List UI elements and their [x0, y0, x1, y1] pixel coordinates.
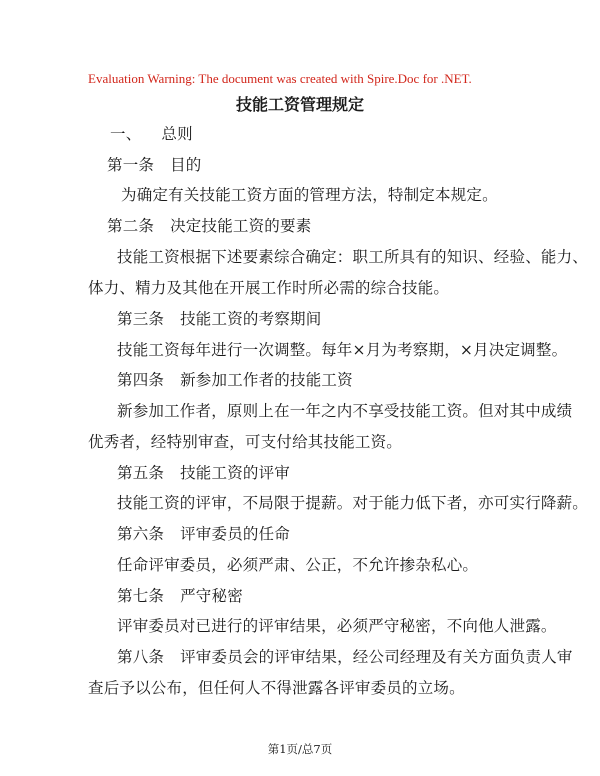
- section-heading: [110, 122, 193, 144]
- article-body-line: 优秀者，经特别审查，可支付给其技能工资。: [88, 433, 403, 451]
- article-title: 评审委员的任命: [180, 525, 291, 543]
- article-label: 第五条: [117, 464, 165, 482]
- article-title: 新参加工作者的技能工资: [180, 371, 353, 389]
- article-body-line: 为确定有关技能工资方面的管理方法，特制定本规定。: [121, 186, 498, 204]
- article-body-line: 评审委员对已进行的评审结果，必须严守秘密，不向他人泄露。: [117, 617, 557, 635]
- article-heading: [117, 307, 321, 329]
- article-body-line: 技能工资每年进行一次调整。每年×月为考察期，×月决定调整。: [117, 341, 568, 359]
- article-label: 第七条: [117, 587, 165, 605]
- article-title: 严守秘密: [180, 587, 243, 605]
- evaluation-warning: Evaluation Warning: The document was created with Spire.Doc for .NET.: [88, 71, 472, 86]
- article-body-line: 查后予以公布，但任何人不得泄露各评审委员的立场。: [88, 679, 465, 697]
- article-title: 评审委员会的评审结果，经公司经理及有关方面负责人审: [180, 648, 573, 666]
- page-number-footer: 第1页/总7页: [267, 742, 333, 756]
- section-number: 一、: [110, 125, 142, 143]
- article-label: 第八条: [117, 648, 165, 666]
- article-body-line: 体力、精力及其他在开展工作时所必需的综合技能。: [88, 279, 450, 297]
- article-heading: [117, 368, 353, 390]
- document-title: 技能工资管理规定: [235, 95, 364, 114]
- article-body-line: 新参加工作者，原则上在一年之内不享受技能工资。但对其中成绩: [117, 402, 573, 420]
- article-body-line: 任命评审委员，必须严肃、公正，不允许掺杂私心。: [117, 556, 479, 574]
- article-label: 第二条: [107, 217, 155, 235]
- article-body-line: 技能工资根据下述要素综合确定：职工所具有的知识、经验、能力、: [117, 248, 589, 266]
- article-label: 第一条: [107, 156, 155, 174]
- section-title: 总则: [161, 125, 193, 143]
- article-heading: [117, 461, 290, 483]
- article-heading: [117, 584, 243, 606]
- article-heading: [107, 153, 202, 175]
- article-label: 第四条: [117, 371, 165, 389]
- article-title: 技能工资的评审: [180, 464, 291, 482]
- article-heading: [117, 645, 573, 667]
- article-label: 第六条: [117, 525, 165, 543]
- article-label: 第三条: [117, 310, 165, 328]
- article-title: 技能工资的考察期间: [180, 310, 322, 328]
- article-title: 目的: [170, 156, 202, 174]
- article-body-line: 技能工资的评审，不局限于提薪。对于能力低下者，亦可实行降薪。: [117, 494, 589, 512]
- article-heading: [107, 214, 311, 236]
- article-title: 决定技能工资的要素: [170, 217, 312, 235]
- article-heading: [117, 522, 290, 544]
